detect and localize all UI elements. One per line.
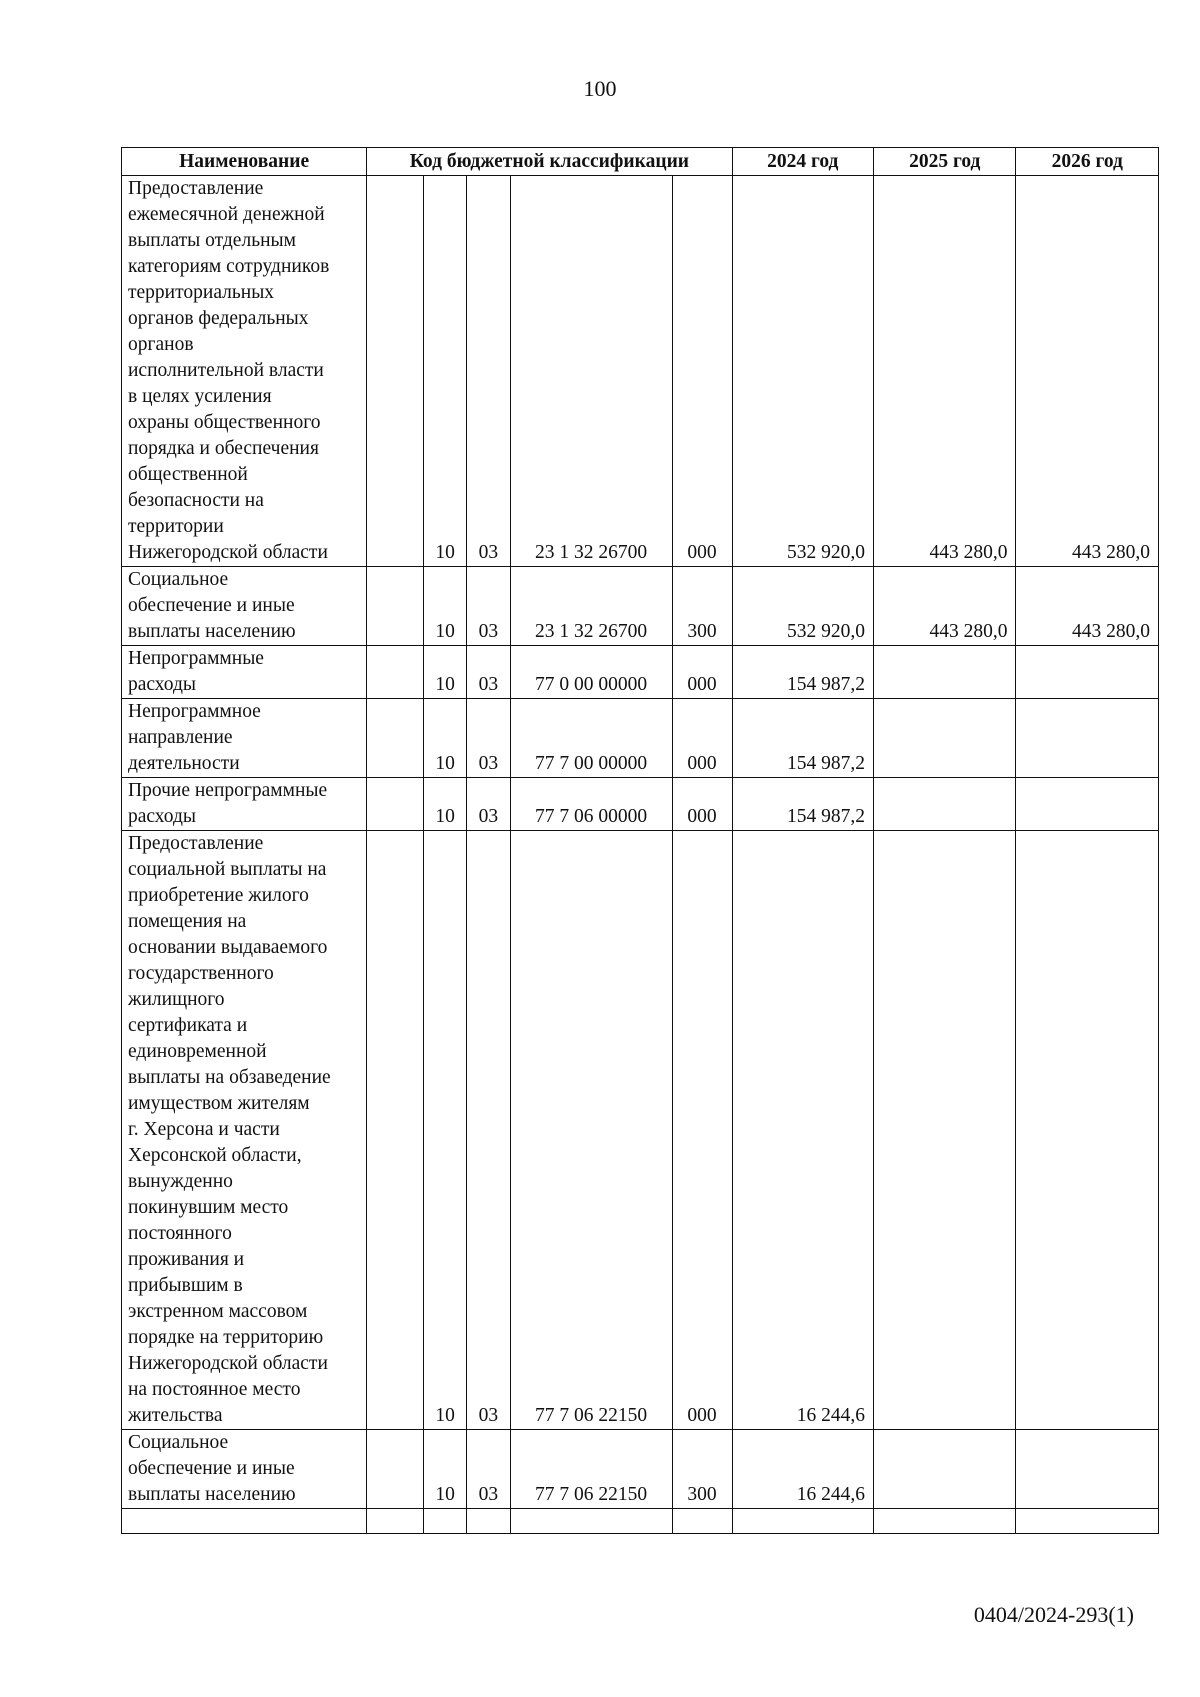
value-2024: 154 987,2 xyxy=(732,646,873,699)
header-budget-code: Код бюджетной классификации xyxy=(367,148,732,176)
code-subsection: 03 xyxy=(466,567,510,646)
code-expense-type: 300 xyxy=(672,567,732,646)
code-section: 10 xyxy=(424,646,467,699)
value-2025 xyxy=(874,831,1016,1430)
code-cell xyxy=(367,778,424,831)
code-subsection: 03 xyxy=(466,699,510,778)
table-row xyxy=(122,778,1159,831)
value-2024: 154 987,2 xyxy=(732,778,873,831)
value-2025: 443 280,0 xyxy=(874,176,1016,567)
code-subsection: 03 xyxy=(466,176,510,567)
page-number: 100 xyxy=(583,76,617,101)
value-2026 xyxy=(1016,1430,1159,1509)
code-section: 10 xyxy=(424,778,467,831)
code-cell xyxy=(367,646,424,699)
empty-cell xyxy=(367,1509,424,1534)
value-2026 xyxy=(1016,646,1159,699)
code-section: 10 xyxy=(424,699,467,778)
code-cell xyxy=(367,567,424,646)
header-2026: 2026 год xyxy=(1016,148,1159,176)
empty-cell xyxy=(466,1509,510,1534)
value-2026: 443 280,0 xyxy=(1016,176,1159,567)
value-2026 xyxy=(1016,778,1159,831)
value-2025 xyxy=(874,699,1016,778)
value-2026 xyxy=(1016,699,1159,778)
code-subsection: 03 xyxy=(466,1430,510,1509)
empty-cell xyxy=(122,1509,367,1534)
table-row xyxy=(122,699,1159,778)
code-target-article: 77 0 00 00000 xyxy=(510,646,672,699)
code-subsection: 03 xyxy=(466,778,510,831)
value-2026: 443 280,0 xyxy=(1016,567,1159,646)
code-section: 10 xyxy=(424,567,467,646)
code-expense-type: 000 xyxy=(672,646,732,699)
code-expense-type: 000 xyxy=(672,778,732,831)
value-2024: 16 244,6 xyxy=(732,1430,873,1509)
code-subsection: 03 xyxy=(466,831,510,1430)
code-target-article: 23 1 32 26700 xyxy=(510,176,672,567)
empty-cell xyxy=(732,1509,873,1534)
code-expense-type: 000 xyxy=(672,176,732,567)
row-name: Непрограммные расходы xyxy=(122,646,367,699)
value-2024: 154 987,2 xyxy=(732,699,873,778)
row-name: Предоставление ежемесячной денежной выплаты отдельным категориям сотрудников территориальных органов федеральных органов исполнительной власти в целях усиления охраны общественного порядка и обеспечения общественной безопасности на территории Нижегородской области xyxy=(122,176,367,567)
code-section: 10 xyxy=(424,176,467,567)
empty-cell xyxy=(510,1509,672,1534)
empty-cell xyxy=(424,1509,467,1534)
header-2025: 2025 год xyxy=(874,148,1016,176)
code-cell xyxy=(367,1430,424,1509)
row-name: Социальное обеспечение и иные выплаты населению xyxy=(122,1430,367,1509)
value-2026 xyxy=(1016,831,1159,1430)
table-row xyxy=(122,176,1159,567)
code-target-article: 77 7 06 22150 xyxy=(510,1430,672,1509)
code-cell xyxy=(367,831,424,1430)
table-row xyxy=(122,646,1159,699)
header-2024: 2024 год xyxy=(732,148,873,176)
value-2025 xyxy=(874,778,1016,831)
table-row xyxy=(122,567,1159,646)
table-header-row xyxy=(122,148,1159,176)
value-2025: 443 280,0 xyxy=(874,567,1016,646)
row-name: Непрограммное направление деятельности xyxy=(122,699,367,778)
empty-cell xyxy=(1016,1509,1159,1534)
value-2025 xyxy=(874,646,1016,699)
document-code: 0404/2024-293(1) xyxy=(973,1602,1134,1627)
value-2024: 532 920,0 xyxy=(732,176,873,567)
code-cell xyxy=(367,699,424,778)
table-row xyxy=(122,1430,1159,1509)
row-name: Предоставление социальной выплаты на приобретение жилого помещения на основании выдаваемого государственного жилищного сертификата и единовременной выплаты на обзаведение имуществом жителям г. Херсона и части Херсонской области, вынужденно покинувшим место постоянного проживания и прибывшим в экстренном массовом порядке на территорию Нижегородской области на постоянное место жительства xyxy=(122,831,367,1430)
code-expense-type: 000 xyxy=(672,831,732,1430)
code-target-article: 77 7 00 00000 xyxy=(510,699,672,778)
code-expense-type: 000 xyxy=(672,699,732,778)
value-2024: 16 244,6 xyxy=(732,831,873,1430)
value-2024: 532 920,0 xyxy=(732,567,873,646)
code-section: 10 xyxy=(424,1430,467,1509)
header-name: Наименование xyxy=(122,148,367,176)
code-target-article: 77 7 06 22150 xyxy=(510,831,672,1430)
table-row-empty xyxy=(122,1509,1159,1534)
code-target-article: 77 7 06 00000 xyxy=(510,778,672,831)
row-name: Прочие непрограммные расходы xyxy=(122,778,367,831)
table-row xyxy=(122,831,1159,1430)
empty-cell xyxy=(874,1509,1016,1534)
code-section: 10 xyxy=(424,831,467,1430)
row-name: Социальное обеспечение и иные выплаты населению xyxy=(122,567,367,646)
value-2025 xyxy=(874,1430,1016,1509)
code-expense-type: 300 xyxy=(672,1430,732,1509)
code-cell xyxy=(367,176,424,567)
empty-cell xyxy=(672,1509,732,1534)
budget-table xyxy=(121,147,1159,1534)
code-target-article: 23 1 32 26700 xyxy=(510,567,672,646)
code-subsection: 03 xyxy=(466,646,510,699)
